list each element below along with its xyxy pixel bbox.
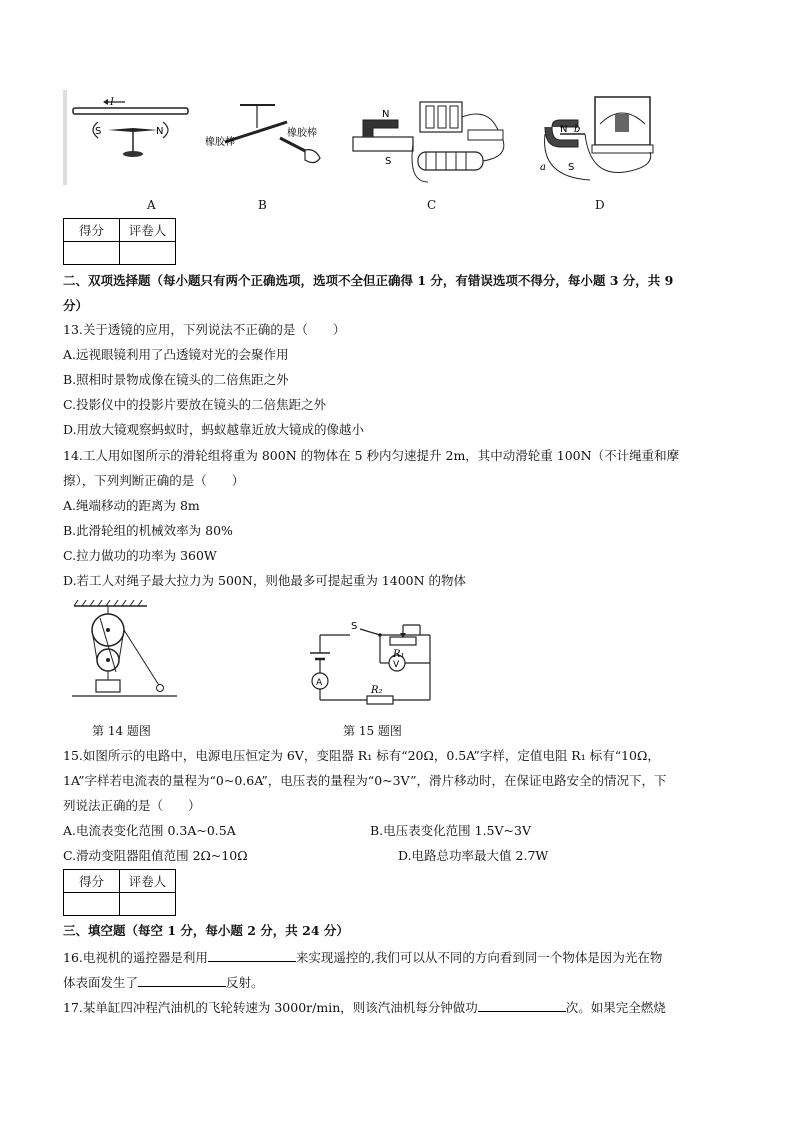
section-heading: 二、双项选择题（每小题只有两个正确选项，选项不全但正确得 1 分，有错误选项不得分，每小题 3 分，共 9	[63, 273, 674, 288]
option-c: C.滑动变阻器阻值范围 2Ω~10Ω	[63, 848, 248, 863]
option-a: A.电流表变化范围 0.3A~0.5A	[63, 823, 236, 838]
pole-s-label: S	[385, 156, 392, 167]
current-label: I	[110, 97, 114, 108]
option-c: C.投影仪中的投影片要放在镜头的二倍焦距之外	[63, 397, 327, 412]
voltmeter-label: V	[393, 660, 400, 670]
question-stem-cont: 擦），下列判断正确的是（ ）	[63, 473, 245, 488]
figure-d-galvanometer	[530, 92, 670, 190]
score-header: 得分	[64, 219, 120, 242]
q17-text-2: 次。如果完全燃烧	[565, 1000, 666, 1015]
question-stem-cont: 列说法正确的是（ ）	[63, 798, 201, 813]
section-heading: 三、填空题（每空 1 分，每小题 2 分，共 24 分）	[63, 923, 349, 938]
figure-15-caption: 第 15 题图	[343, 724, 402, 738]
question-16-line2	[63, 972, 264, 992]
q16-text-3: 体表面发生了	[63, 975, 139, 990]
figure-label-a: A	[147, 198, 156, 212]
figure-label-d: D	[595, 198, 605, 212]
section-heading-cont: 分）	[63, 298, 89, 313]
grader-cell[interactable]	[120, 893, 176, 916]
question-stem: 13.关于透镜的应用，下列说法不正确的是（ ）	[63, 322, 346, 337]
question-stem: 14.工人用如图所示的滑轮组将重为 800N 的物体在 5 秒内匀速提升 2m，其中动滑轮重 100N（不计绳重和摩	[63, 448, 680, 463]
score-cell[interactable]	[64, 242, 120, 265]
q16-text-2: 来实现遥控的,我们可以从不同的方向看到同一个物体是因为光在物	[295, 950, 663, 965]
figure-a-oersted	[63, 90, 193, 190]
switch-label: S	[351, 621, 358, 632]
question-17-line1	[63, 997, 666, 1017]
figure-c-apparatus	[348, 92, 518, 190]
answer-blank[interactable]	[138, 972, 226, 987]
rod-right-label: 橡胶棒	[287, 128, 317, 139]
r2-label: R₂	[371, 685, 383, 696]
end-b-label: b	[574, 124, 581, 135]
figure-b-rubber-rods	[205, 100, 335, 180]
option-d: D.若工人对绳子最大拉力为 500N，则他最多可提起重为 1400N 的物体	[63, 573, 467, 588]
rod-left-label: 橡胶棒	[205, 137, 235, 148]
option-d: D.用放大镜观察蚂蚁时，蚂蚁越靠近放大镜成的像越小	[63, 422, 365, 437]
option-b: B.电压表变化范围 1.5V~3V	[370, 823, 531, 838]
pole-n-label: N	[560, 124, 568, 135]
answer-blank[interactable]	[208, 947, 296, 962]
grader-header: 评卷人	[120, 870, 176, 893]
figure-label-b: B	[258, 198, 267, 212]
figure-15-circuit	[305, 615, 435, 710]
option-b: B.此滑轮组的机械效率为 80%	[63, 523, 233, 538]
q17-text-1: 17.某单缸四冲程汽油机的飞轮转速为 3000r/min，则该汽油机每分钟做功	[63, 1000, 478, 1015]
pole-s-label: S	[568, 162, 575, 173]
pole-n-label: N	[382, 109, 390, 120]
q16-text-4: 反射。	[226, 975, 264, 990]
grader-cell[interactable]	[120, 242, 176, 265]
option-d: D.电路总功率最大值 2.7W	[398, 848, 549, 863]
score-table	[63, 869, 176, 916]
question-stem-cont: 1A”字样若电流表的量程为“0~0.6A”，电压表的量程为“0~3V”，滑片移动时，在保证电路安全的情况下，下	[63, 773, 667, 788]
grader-header: 评卷人	[120, 219, 176, 242]
question-16-line1	[63, 947, 662, 967]
option-c: C.拉力做功的功率为 360W	[63, 548, 217, 563]
pole-n-label: N	[156, 126, 164, 137]
figure-14-caption: 第 14 题图	[92, 724, 151, 738]
score-table	[63, 218, 176, 265]
score-cell[interactable]	[64, 893, 120, 916]
score-header: 得分	[64, 870, 120, 893]
option-b: B.照相时景物成像在镜头的二倍焦距之外	[63, 372, 289, 387]
answer-blank[interactable]	[478, 997, 566, 1012]
end-a-label: a	[540, 162, 546, 173]
r1-label: R₁	[393, 649, 405, 660]
ammeter-label: A	[316, 678, 323, 688]
figure-label-c: C	[427, 198, 437, 212]
option-a: A.远视眼镜利用了凸透镜对光的会聚作用	[63, 347, 289, 362]
pole-s-label: S	[95, 126, 102, 137]
option-a: A.绳端移动的距离为 8m	[63, 498, 200, 513]
figure-14-pulley	[72, 600, 182, 710]
q16-text-1: 16.电视机的遥控器是利用	[63, 950, 208, 965]
question-stem: 15.如图所示的电路中，电源电压恒定为 6V，变阻器 R₁ 标有“20Ω，0.5A”字样，定值电阻 R₁ 标有“10Ω，	[63, 748, 660, 763]
